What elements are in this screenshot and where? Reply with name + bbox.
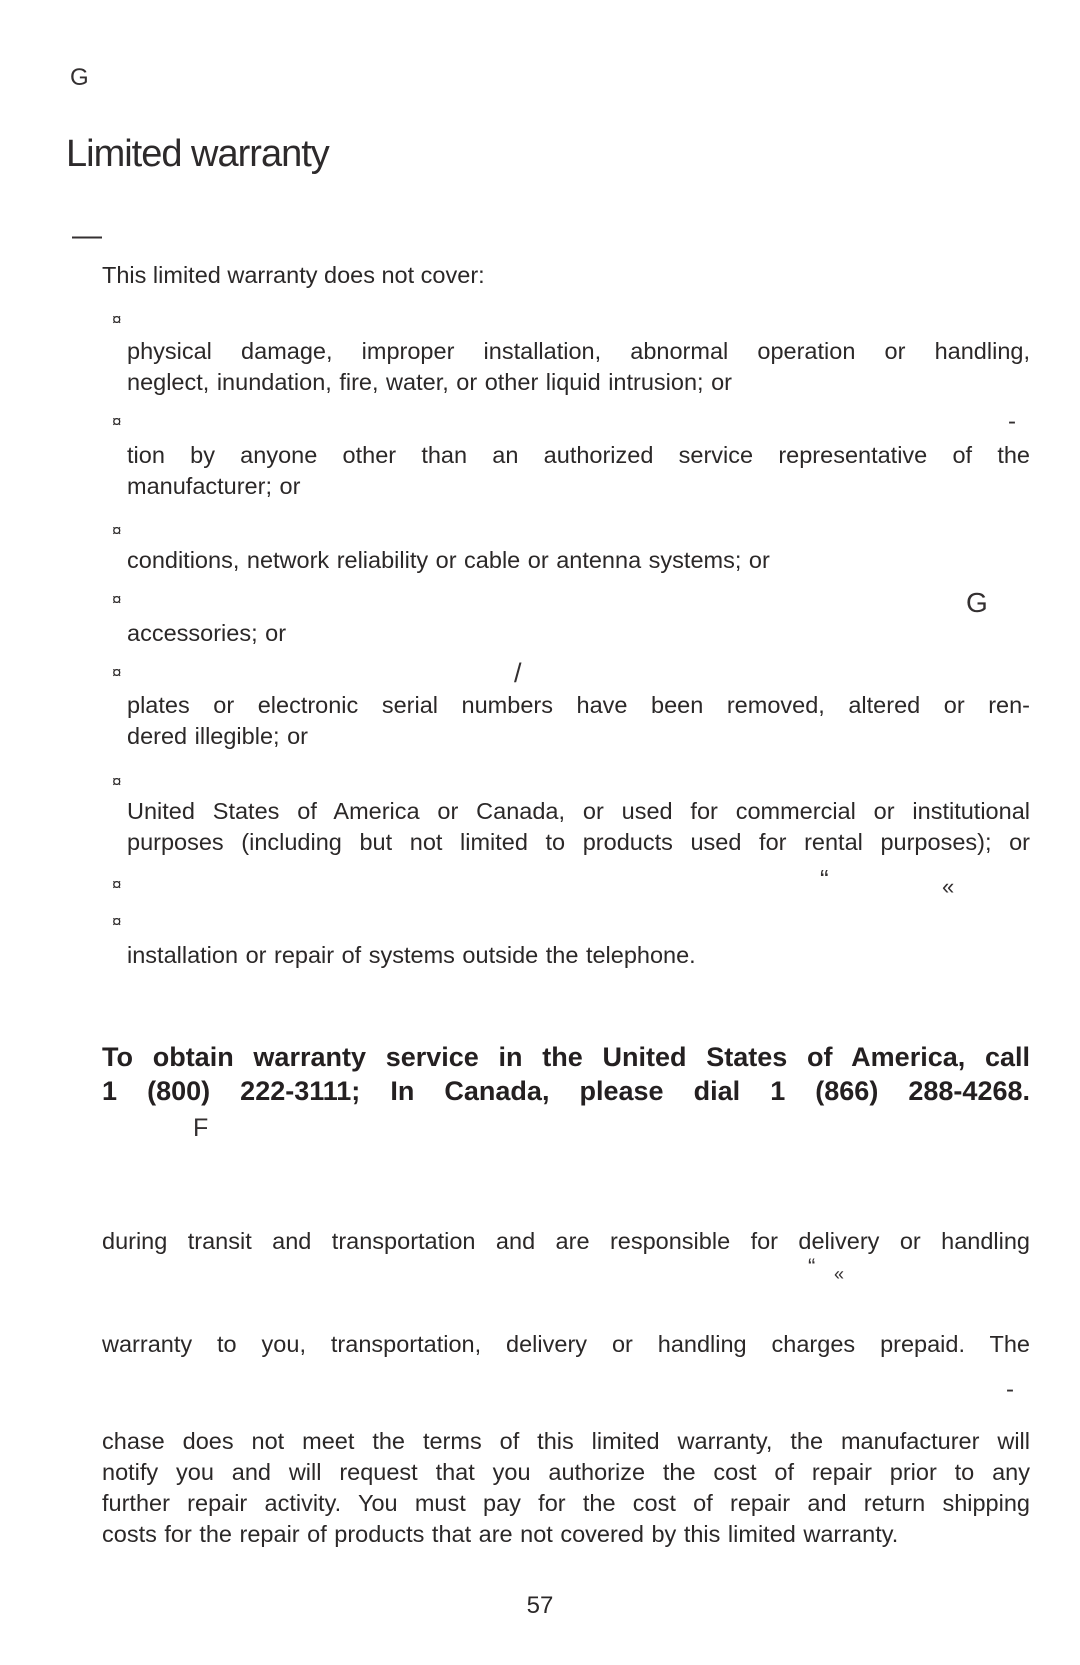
- paragraph-line: warranty to you, transportation, delivery or handling charges prepaid. The: [102, 1331, 1030, 1357]
- paragraph-line: during transit and transportation and are responsible for delivery or handling: [102, 1228, 1030, 1254]
- paragraph-line: costs for the repair of products that are not covered by this limited warranty.: [102, 1521, 899, 1547]
- bullet-marker: ¤: [112, 912, 122, 931]
- paragraph-line: notify you and will request that you authorize the cost of repair prior to any: [102, 1459, 1030, 1485]
- bullet-marker: ¤: [112, 310, 122, 329]
- bullet-marker: ¤: [112, 772, 122, 791]
- bullet-line: plates or electronic serial numbers have been removed, altered or ren-: [127, 692, 1030, 718]
- bullet-marker: ¤: [112, 663, 122, 682]
- bullet-line: accessories; or: [127, 620, 287, 646]
- stray-hyphen: -: [1006, 1376, 1014, 1403]
- bullet-marker: ¤: [112, 875, 122, 894]
- bullet-line: tion by anyone other than an authorized service representative of the: [127, 442, 1030, 468]
- bullet-marker: ¤: [112, 521, 122, 540]
- corner-mark: G: [70, 64, 89, 91]
- intro-text: This limited warranty does not cover:: [102, 262, 485, 288]
- paragraph-line: chase does not meet the terms of this limited warranty, the manufacturer will: [102, 1428, 1030, 1454]
- section-dash: —: [72, 219, 102, 252]
- warranty-service-notice-line: 1 (800) 222-3111; In Canada, please dial 1 (866) 288-4268.: [102, 1076, 1030, 1106]
- stray-hyphen: -: [1008, 408, 1016, 435]
- bullet-line: United States of America or Canada, or used for commercial or institutional: [127, 798, 1030, 824]
- bullet-marker: ¤: [112, 412, 122, 431]
- stray-letter-f: F: [193, 1114, 209, 1142]
- paragraph-line: further repair activity. You must pay for the cost of repair and return shipping: [102, 1490, 1030, 1516]
- stray-slash: /: [514, 658, 522, 688]
- stray-open-quote: “: [808, 1254, 816, 1279]
- bullet-line: dered illegible; or: [127, 723, 308, 749]
- stray-letter-g: G: [966, 587, 988, 618]
- bullet-marker: ¤: [112, 590, 122, 609]
- bullet-line: purposes (including but not limited to products used for rental purposes); or: [127, 829, 1030, 855]
- bullet-line: neglect, inundation, fire, water, or other liquid intrusion; or: [127, 369, 732, 395]
- stray-open-quote: “: [820, 864, 829, 894]
- page-number: 57: [526, 1592, 554, 1619]
- bullet-line: manufacturer; or: [127, 473, 301, 499]
- bullet-line: conditions, network reliability or cable or antenna systems; or: [127, 547, 770, 573]
- stray-guillemet: «: [942, 874, 955, 899]
- warranty-service-notice-line: To obtain warranty service in the United States of America, call: [102, 1042, 1030, 1072]
- bullet-line: installation or repair of systems outside the telephone.: [127, 942, 696, 968]
- page-title: Limited warranty: [66, 133, 329, 175]
- stray-guillemet: «: [834, 1264, 845, 1284]
- bullet-line: physical damage, improper installation, abnormal operation or handling,: [127, 338, 1030, 364]
